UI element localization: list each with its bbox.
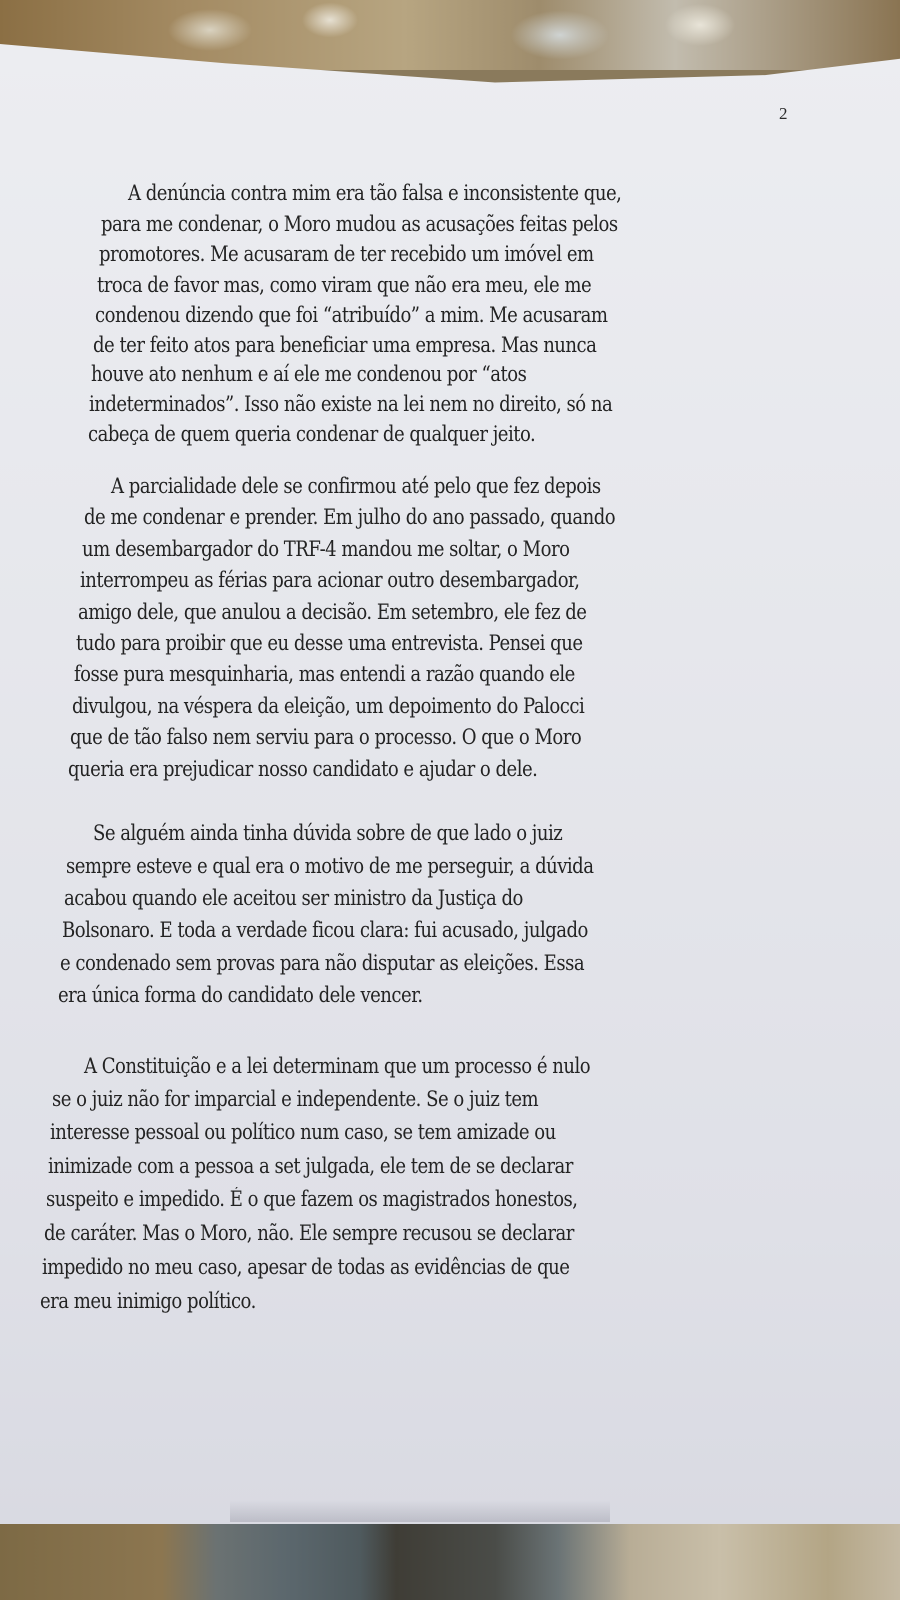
text-line: promotores. Me acusaram de ter recebido um imóvel em — [99, 242, 594, 266]
text-line: fosse pura mesquinharia, mas entendi a razão quando ele — [74, 662, 575, 686]
marble-surface-bottom — [0, 1522, 900, 1600]
text-line: impedido no meu caso, apesar de todas as evidências de que — [42, 1255, 570, 1279]
text-line: Bolsonaro. E toda a verdade ficou clara: fui acusado, julgado — [62, 918, 588, 942]
text-line: suspeito e impedido. É o que fazem os magistrados honestos, — [46, 1187, 578, 1211]
text-line: sempre esteve e qual era o motivo de me perseguir, a dúvida — [66, 854, 594, 878]
text-line: Se alguém ainda tinha dúvida sobre de que lado o juiz — [93, 821, 563, 845]
text-line: um desembargador do TRF-4 mandou me soltar, o Moro — [82, 537, 570, 561]
text-line: interrompeu as férias para acionar outro desembargador, — [80, 568, 580, 592]
text-line: condenou dizendo que foi “atribuído” a mim. Me acusaram — [95, 303, 608, 327]
text-line: de ter feito atos para beneficiar uma empresa. Mas nunca — [93, 333, 597, 357]
text-line: troca de favor mas, como viram que não era meu, ele me — [97, 273, 592, 297]
text-line: A denúncia contra mim era tão falsa e inconsistente que, — [128, 181, 622, 205]
text-line: queria era prejudicar nosso candidato e ajudar o dele. — [68, 757, 538, 781]
text-line: houve ato nenhum e aí ele me condenou por “atos — [91, 362, 527, 386]
text-line: divulgou, na véspera da eleição, um depoimento do Palocci — [72, 694, 585, 718]
text-line: inimizade com a pessoa a set julgada, ele tem de se declarar — [48, 1154, 573, 1178]
paper-shadow — [230, 1500, 610, 1522]
text-line: para me condenar, o Moro mudou as acusações feitas pelos — [101, 212, 618, 236]
text-line: cabeça de quem queria condenar de qualquer jeito. — [88, 422, 536, 446]
text-line: interesse pessoal ou político num caso, se tem amizade ou — [50, 1120, 556, 1144]
text-line: de me condenar e prender. Em julho do ano passado, quando — [84, 505, 616, 529]
text-line: era meu inimigo político. — [40, 1289, 256, 1313]
text-line: indeterminados”. Isso não existe na lei nem no direito, só na — [89, 392, 613, 416]
text-line: e condenado sem provas para não disputar as eleições. Essa — [60, 951, 585, 975]
page-number: 2 — [779, 104, 788, 123]
text-line: acabou quando ele aceitou ser ministro da Justiça do — [64, 886, 523, 910]
text-line: de caráter. Mas o Moro, não. Ele sempre recusou se declarar — [44, 1221, 574, 1245]
text-line: era única forma do candidato dele vencer. — [58, 983, 423, 1007]
text-line: amigo dele, que anulou a decisão. Em setembro, ele fez de — [78, 600, 587, 624]
text-line: se o juiz não for imparcial e independente. Se o juiz tem — [52, 1087, 539, 1111]
text-line: que de tão falso nem serviu para o processo. O que o Moro — [70, 725, 582, 749]
text-line: A Constituição e a lei determinam que um processo é nulo — [84, 1054, 591, 1078]
text-line: tudo para proibir que eu desse uma entrevista. Pensei que — [76, 631, 583, 655]
text-line: A parcialidade dele se confirmou até pelo que fez depois — [111, 474, 601, 498]
